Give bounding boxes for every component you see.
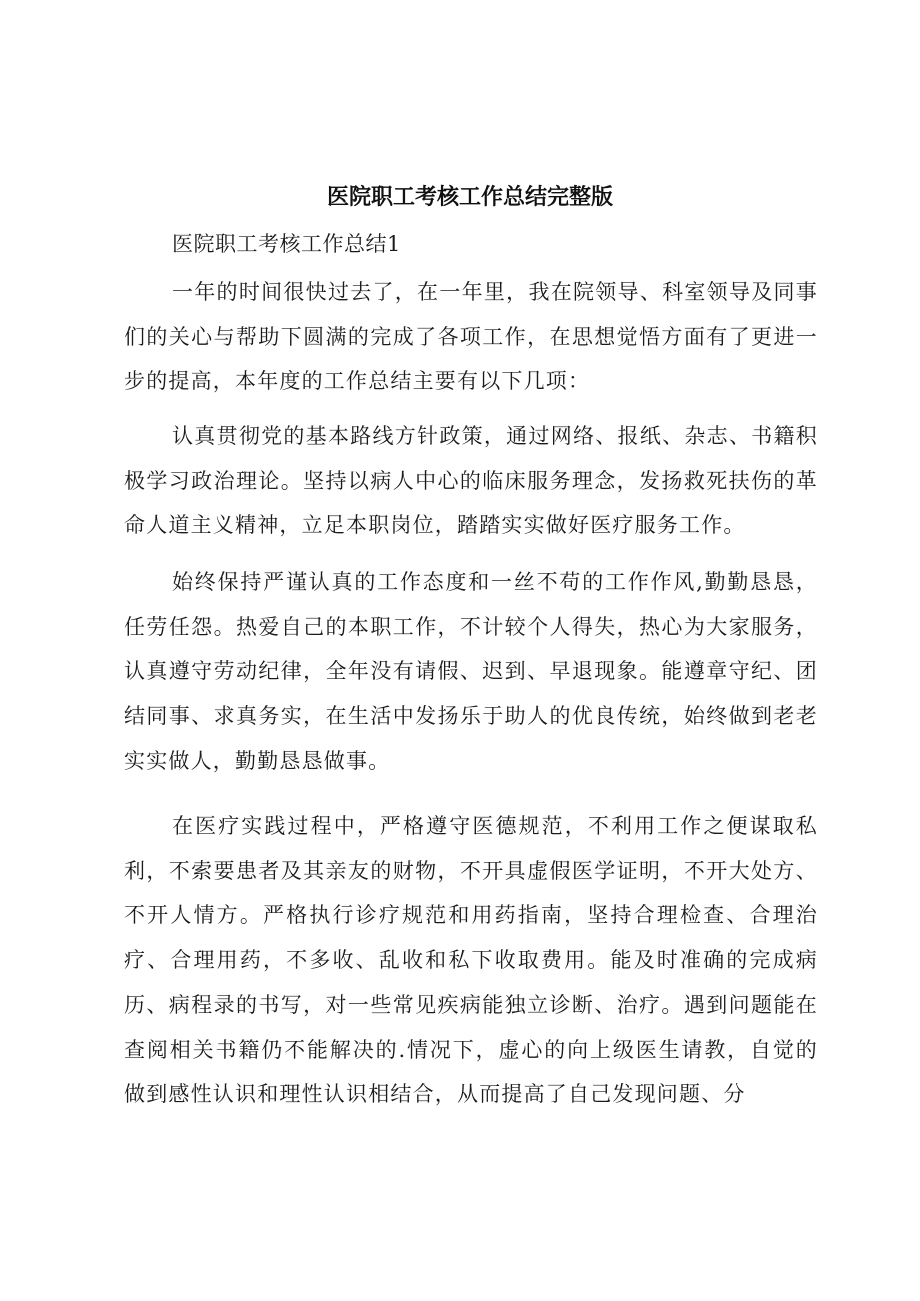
paragraph-3: 始终保持严谨认真的工作态度和一丝不苟的工作作风,勤勤恳恳，任劳任怨。热爱自己的本职工作，不计较个人得失，热心为大家服务，认真遵守劳动纪律，全年没有请假、迟到、早退现象。能遵章守纪、团结同事、求真务实，在生活中发扬乐于助人的优良传统，始终做到老老实实做人，勤勤恳恳做事。 — [124, 570, 818, 773]
paragraph-2: 认真贯彻党的基本路线方针政策，通过网络、报纸、杂志、书籍积极学习政治理论。坚持以病人中心的临床服务理念，发扬救死扶伤的革命人道主义精神，立足本职岗位，踏踏实实做好医疗服务工作。 — [124, 424, 818, 538]
document-title: 医院职工考核工作总结完整版 — [326, 185, 613, 210]
paragraph-1: 一年的时间很快过去了，在一年里，我在院领导、科室领导及同事们的关心与帮助下圆满的完成了各项工作，在思想觉悟方面有了更进一步的提高，本年度的工作总结主要有以下几项： — [124, 280, 818, 394]
document-subtitle: 医院职工考核工作总结1 — [172, 232, 401, 256]
paragraph-4: 在医疗实践过程中，严格遵守医德规范，不利用工作之便谋取私利，不索要患者及其亲友的财物，不开具虚假医学证明，不开大处方、不开人情方。严格执行诊疗规范和用药指南，坚持合理检查、合理治疗、合理用药，不多收、乱收和私下收取费用。能及时准确的完成病历、病程录的书写，对一些常见疾病能独立诊断、治疗。遇到问题能在查阅相关书籍仍不能解决的.情况下，虚心的向上级医生请教，自觉的做到感性认识和理性认识相结合，从而提高了自己发现问题、分 — [124, 814, 818, 1107]
